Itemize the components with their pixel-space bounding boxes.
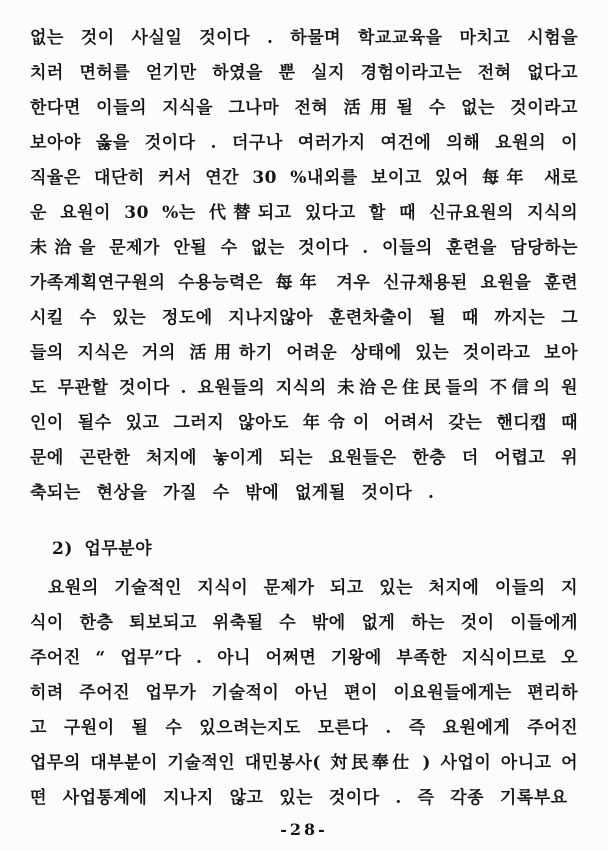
section-heading: 2) 업무분야: [52, 539, 153, 559]
text-line: 주어진 “ 업무”다 . 아니 어쩌면 기왕에 부족한 지식이므로 오: [30, 648, 578, 668]
text-line: 치러 면허를 얻기만 하였을 뿐 실지 경험이라고는 전혀 없다고: [30, 63, 578, 83]
text-line: 인이 될수 있고 그러지 않아도 年令이 어려서 갖는 핸디캡 때: [30, 413, 578, 433]
paragraph-2: [30, 571, 578, 816]
text-line: 고 구원이 될 수 있으려는지도 모른다 . 즉 요원에게 주어진: [30, 718, 578, 738]
text-line: 축되는 현상을 가질 수 밖에 없게될 것이다 .: [30, 483, 435, 503]
text-line: 보아야 옳을 것이다 . 더구나 여러가지 여건에 의해 요원의 이: [30, 133, 578, 153]
text-line: 문에 곤란한 처지에 놓이게 되는 요원들은 한층 더 어렵고 위: [30, 448, 578, 468]
text-line: 식이 한층 퇴보되고 위축될 수 밖에 없게 하는 것이 이들에게: [30, 613, 578, 633]
text-line: 떤 사업통계에 지나지 않고 있는 것이다 . 즉 각종 기록부요: [30, 788, 568, 808]
text-line: 직율은 대단히 커서 연간 30 %내외를 보이고 있어 每年 새로: [30, 168, 578, 188]
paragraph-1: [30, 21, 578, 511]
text-line: 히려 주어진 업무가 기술적이 아닌 편이 이요원들에게는 편리하: [30, 683, 578, 703]
text-line: 도 무관할 것이다 . 요원들의 지식의 未洽은住民들의 不信의 원: [30, 378, 578, 398]
text-line: 업무의 대부분이 기술적인 대민봉사( 対民奉仕 ) 사업이 아니고 어: [30, 753, 578, 773]
text-line: 가족계획연구원의 수용능력은 每年 겨우 신규채용된 요원을 훈련: [30, 273, 578, 293]
page-number: -28-: [280, 820, 328, 839]
text-line: 未洽을 문제가 안될 수 없는 것이다 . 이들의 훈련을 담당하는: [30, 238, 578, 258]
text-line: 운 요원이 30 %는 代替되고 있다고 할 때 신규요원의 지식의: [30, 203, 578, 223]
text-line: 없는 것이 사실일 것이다 . 하물며 학교교육을 마치고 시험을: [30, 28, 578, 48]
text-line: 시킬 수 있는 정도에 지나지않아 훈련차출이 될 때 까지는 그: [30, 308, 578, 328]
text-line: 들의 지식은 거의 活用하기 어려운 상태에 있는 것이라고 보아: [30, 343, 578, 363]
text-line: 한다면 이들의 지식을 그나마 전혀 活用될 수 없는 것이라고: [30, 98, 578, 118]
text-line: 요원의 기술적인 지식이 문제가 되고 있는 처지에 이들의 지: [48, 578, 578, 598]
